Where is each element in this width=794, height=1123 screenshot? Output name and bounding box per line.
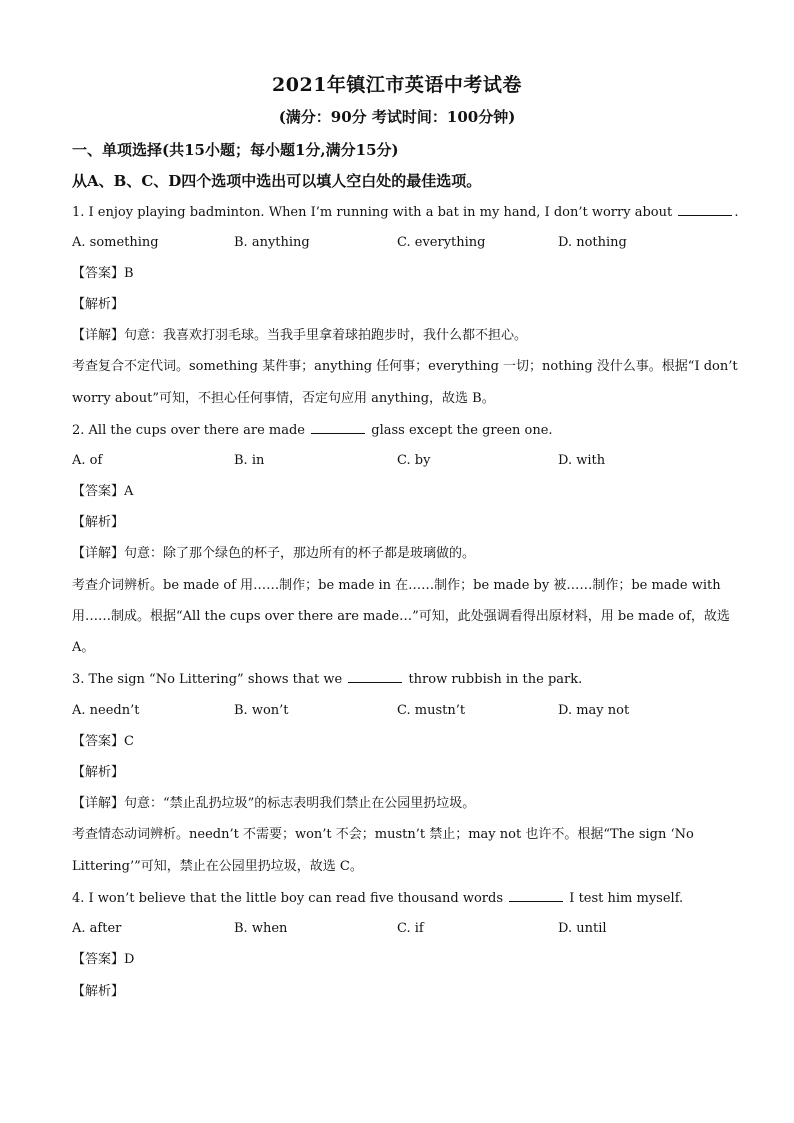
q3-option-d: D. may not — [558, 703, 630, 718]
q1-detail: 【详解】句意：我喜欢打羽毛球。当我手里拿着球拍跑步时，我什么都不担心。 — [72, 328, 528, 343]
q1-answer: 【答案】B — [72, 266, 134, 281]
section-heading: 一、单项选择(共15小题；每小题1分,满分15分) — [72, 141, 399, 159]
q4-answer: 【答案】D — [72, 952, 135, 967]
q1-option-b: B. anything — [234, 235, 310, 250]
q4-option-b: B. when — [234, 921, 288, 936]
question-stem-text: 4. I won’t believe that the little boy can read five thousand words — [72, 891, 504, 906]
question-stem-tail: glass except the green one. — [371, 423, 553, 438]
question-stem-tail: I test him myself. — [569, 891, 684, 906]
q1-explain-line: worry about”可知，不担心任何事情，否定句应用 anything，故选 B。 — [72, 391, 495, 406]
question-3-stem — [72, 670, 582, 689]
q2-explain-line: 考查介词辨析。be made of 用……制作；be made in 在……制作；be made by 被……制作；be made with — [72, 578, 721, 593]
q4-analysis: 【解析】 — [72, 984, 125, 999]
q3-explain-line: 考查情态动词辨析。needn’t 不需要；won’t 不会；mustn’t 禁止；may not 也许不。根据“The sign ‘No — [72, 827, 694, 842]
q3-analysis: 【解析】 — [72, 765, 125, 780]
question-4-stem — [72, 889, 683, 908]
question-stem-tail: throw rubbish in the park. — [408, 672, 583, 687]
question-stem-tail: . — [734, 205, 739, 220]
q3-option-a: A. needn’t — [72, 703, 140, 718]
page-title: 2021年镇江市英语中考试卷 — [272, 74, 522, 96]
question-2-stem — [72, 421, 553, 440]
q3-answer: 【答案】C — [72, 734, 134, 749]
q2-option-d: D. with — [558, 453, 606, 468]
answer-blank — [348, 670, 402, 683]
page-subtitle: (满分：90分 考试时间：100分钟) — [278, 108, 516, 126]
q3-detail: 【详解】句意：“禁止乱扔垃圾”的标志表明我们禁止在公园里扔垃圾。 — [72, 796, 476, 811]
q2-analysis: 【解析】 — [72, 515, 125, 530]
question-stem-text: 2. All the cups over there are made — [72, 423, 305, 438]
q2-explain-line: 用……制成。根据“All the cups over there are made…”可知，此处强调看得出原材料，用 be made of，故选 — [72, 609, 730, 624]
q1-option-a: A. something — [72, 235, 159, 250]
answer-blank — [311, 421, 365, 434]
q2-explain-line: A。 — [72, 640, 95, 655]
q2-option-b: B. in — [234, 453, 265, 468]
q4-option-c: C. if — [397, 921, 424, 936]
q3-explain-line: Littering’”可知，禁止在公园里扔垃圾，故选 C。 — [72, 859, 363, 874]
q1-option-c: C. everything — [397, 235, 486, 250]
q4-option-d: D. until — [558, 921, 607, 936]
section-instruction: 从A、B、C、D四个选项中选出可以填人空白处的最佳选项。 — [72, 172, 482, 190]
q4-option-a: A. after — [72, 921, 122, 936]
q2-option-a: A. of — [72, 453, 103, 468]
question-stem-text: 3. The sign “No Littering” shows that we — [72, 672, 343, 687]
q1-option-d: D. nothing — [558, 235, 627, 250]
q3-option-b: B. won’t — [234, 703, 289, 718]
q2-option-c: C. by — [397, 453, 431, 468]
q1-analysis: 【解析】 — [72, 297, 125, 312]
answer-blank — [509, 889, 563, 902]
answer-blank — [678, 203, 732, 216]
q2-detail: 【详解】句意：除了那个绿色的杯子，那边所有的杯子都是玻璃做的。 — [72, 546, 476, 561]
q2-answer: 【答案】A — [72, 484, 134, 499]
q3-option-c: C. mustn’t — [397, 703, 466, 718]
question-stem-text: 1. I enjoy playing badminton. When I’m running with a bat in my hand, I don’t worry about — [72, 205, 673, 220]
q1-explain-line: 考查复合不定代词。something 某件事；anything 任何事；everything 一切；nothing 没什么事。根据“I don’t — [72, 359, 738, 374]
question-1-stem — [72, 203, 738, 222]
